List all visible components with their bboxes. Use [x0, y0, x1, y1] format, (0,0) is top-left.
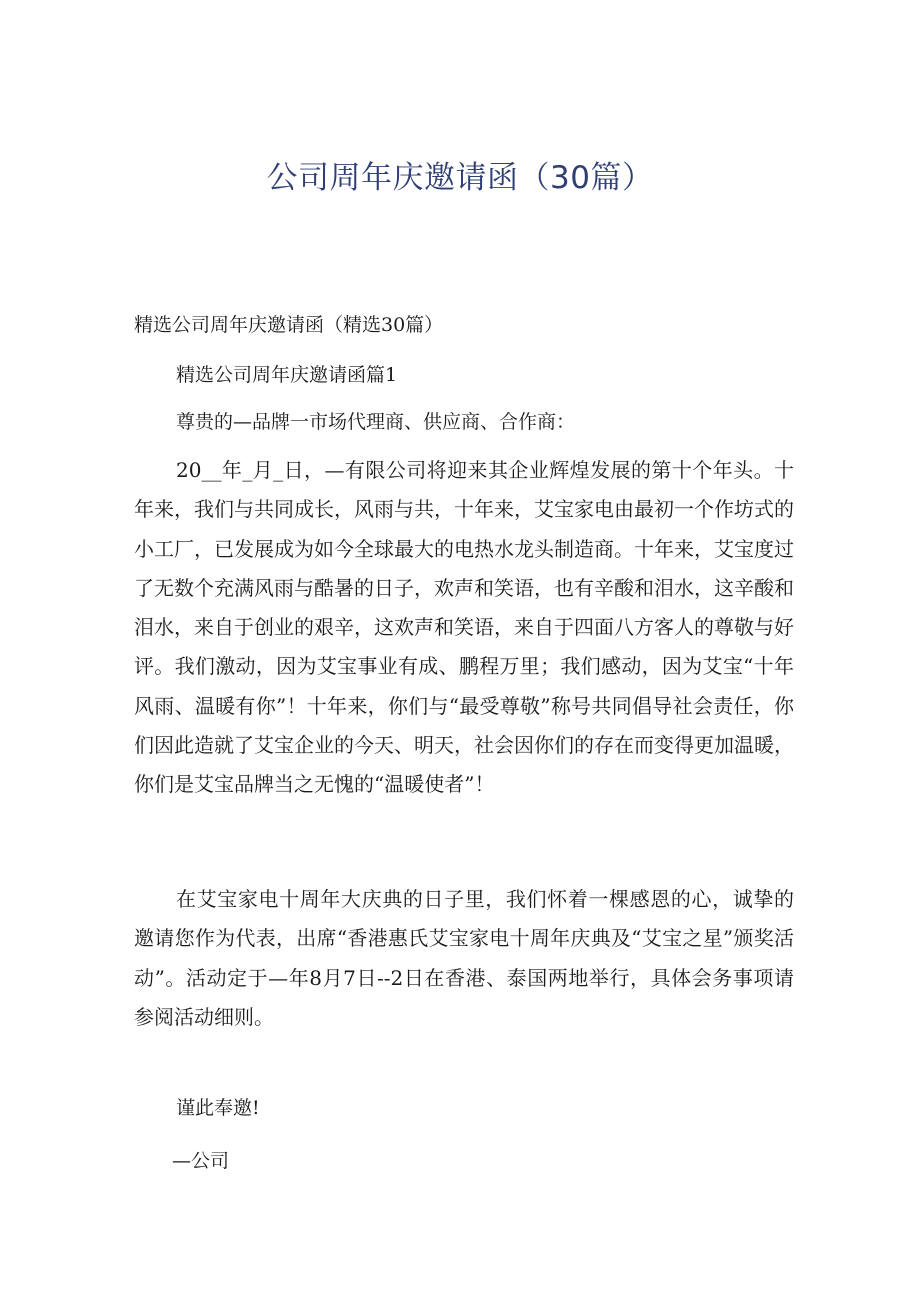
document-subtitle: 精选公司周年庆邀请函（精选30篇）	[134, 314, 444, 336]
body-paragraph: 20__年_月_日，—有限公司将迎来其企业辉煌发展的第十个年头。十年来，我们与共同成长，风雨与共，十年来，艾宝家电由最初一个作坊式的小工厂，已发展成为如今全球最大的电热水龙头制造商。十年来，艾宝度过了无数个充满风雨与酷暑的日子，欢声和笑语，也有辛酸和泪水，这辛酸和泪水，来自于创业的艰辛，这欢声和笑语，来自于四面八方客人的尊敬与好评。我们激动，因为艾宝事业有成、鹏程万里；我们感动，因为艾宝“十年风雨、温暖有你”！十年来，你们与“最受尊敬”称号共同倡导社会责任，你们因此造就了艾宝企业的今天、明天，社会因你们的存在而变得更加温暖，你们是艾宝品牌当之无愧的“温暖使者”！	[134, 458, 794, 797]
letter-closing: 谨此奉邀!	[176, 1097, 260, 1119]
letter-signature: —公司	[172, 1150, 230, 1172]
section-heading: 精选公司周年庆邀请函篇1	[176, 364, 398, 386]
body-paragraph: 在艾宝家电十周年大庆典的日子里，我们怀着一棵感恩的心，诚挚的邀请您作为代表，出席“香港惠氏艾宝家电十周年庆典及“艾宝之星”颁奖活动”。活动定于—年8月7日--2日在香港、泰国两地举行，具体会务事项请参阅活动细则。	[134, 887, 794, 1029]
letter-greeting: 尊贵的—品牌一市场代理商、供应商、合作商：	[176, 411, 576, 433]
page-title: 公司周年庆邀请函（30篇）	[266, 160, 654, 196]
